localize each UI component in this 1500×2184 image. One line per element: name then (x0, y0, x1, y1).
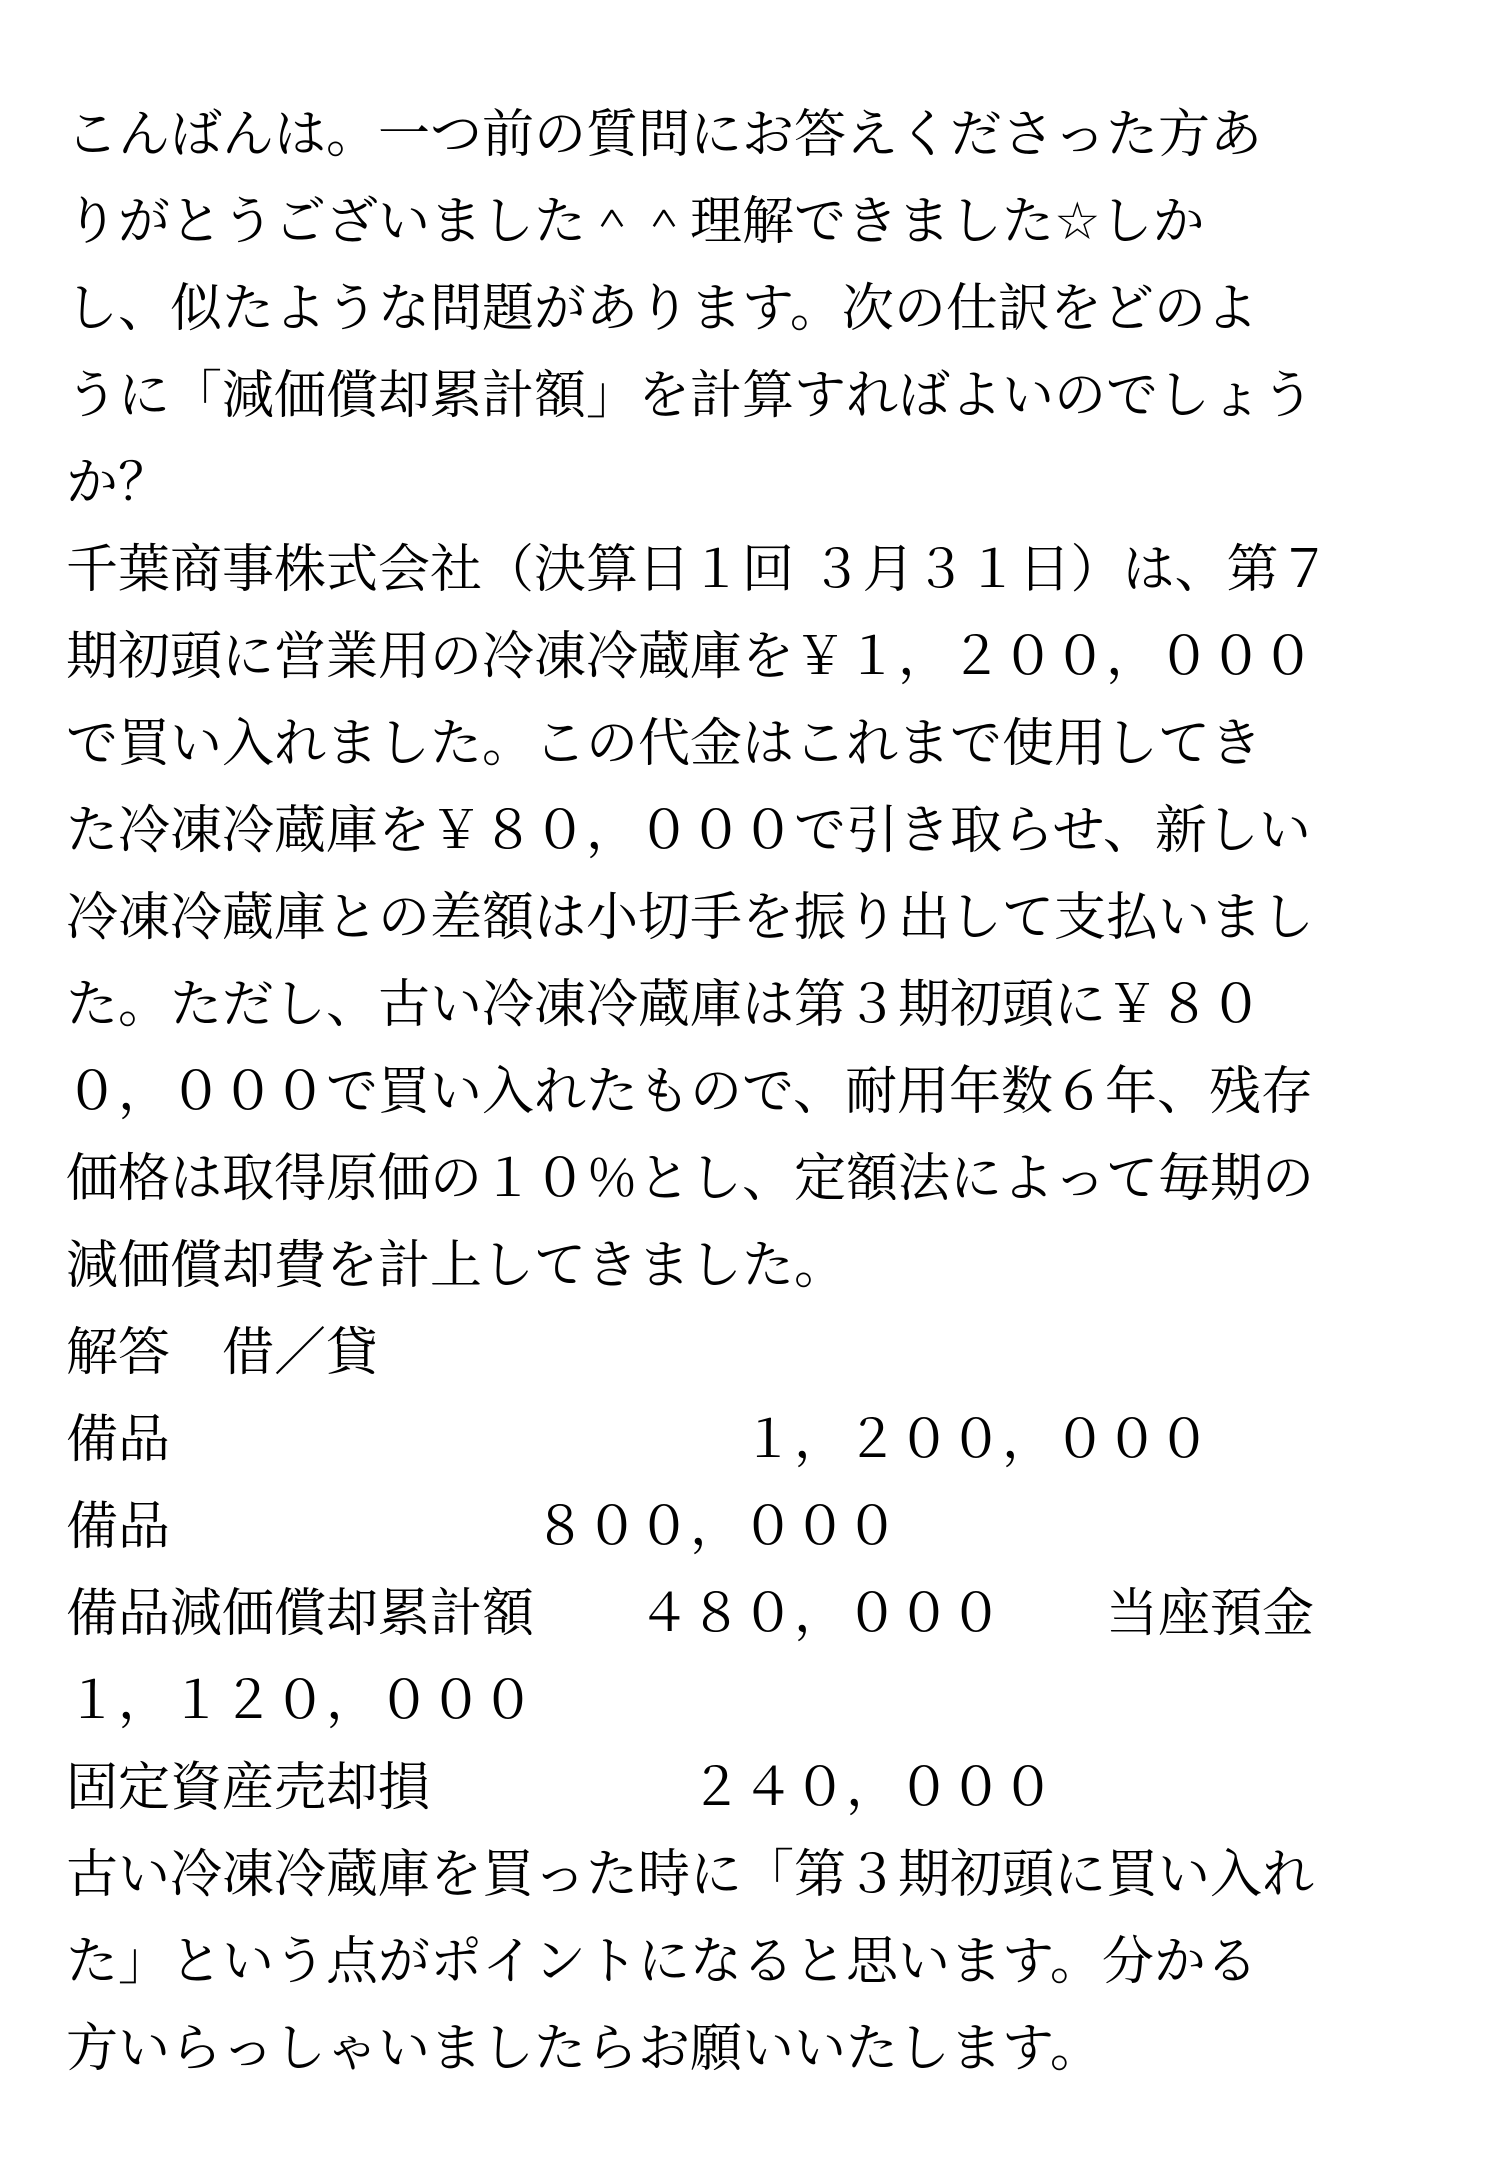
text-line: 方いらっしゃいましたらお願いいたします。 (66, 2019, 1102, 2079)
text-line: 冷凍冷蔵庫との差額は小切手を振り出して支払いまし (66, 888, 1315, 948)
text-line: た冷凍冷蔵庫を￥８０，０００で引き取らせ、新しい (66, 801, 1311, 861)
text-line: た」という点がポイントになると思います。分かる (66, 1932, 1258, 1992)
text-line: 減価償却費を計上してきました。 (66, 1236, 847, 1296)
text-line: うに「減価償却累計額」を計算すればよいのでしょう (66, 366, 1315, 426)
text-line: 千葉商事株式会社（決算日１回 ３月３１日）は、第７ (66, 540, 1331, 600)
text-line: 期初頭に営業用の冷凍冷蔵庫を￥１，２００，０００ (66, 627, 1315, 687)
text-line: ０，０００で買い入れたもので、耐用年数６年、残存 (66, 1062, 1313, 1122)
text-line: た。ただし、古い冷凍冷蔵庫は第３期初頭に￥８０ (66, 975, 1263, 1035)
answer-heading: 解答 借／貸 (66, 1323, 379, 1383)
text-line: こんばんは。一つ前の質問にお答えくださった方あ (66, 105, 1263, 165)
text-line: し、似たような問題があります。次の仕訳をどのよ (66, 279, 1258, 339)
journal-entry-line: 備品 ８００，０００ (66, 1497, 899, 1557)
text-line: りがとうございました＾＾理解できました☆しか (66, 192, 1205, 252)
journal-entry-line: １，１２０，０００ (66, 1671, 535, 1731)
text-line: か？ (66, 453, 171, 513)
text-line: 価格は取得原価の１０％とし、定額法によって毎期の (66, 1149, 1315, 1209)
journal-entry-line: 備品 １，２００，０００ (66, 1410, 1211, 1470)
question-text (66, 92, 1446, 2093)
journal-entry-line: 備品減価償却累計額 ４８０，０００ 当座預金 (66, 1584, 1315, 1644)
text-line: で買い入れました。この代金はこれまで使用してき (66, 714, 1263, 774)
text-line: 古い冷凍冷蔵庫を買った時に「第３期初頭に買い入れ (66, 1845, 1315, 1905)
journal-entry-line: 固定資産売却損 ２４０，０００ (66, 1758, 1055, 1818)
